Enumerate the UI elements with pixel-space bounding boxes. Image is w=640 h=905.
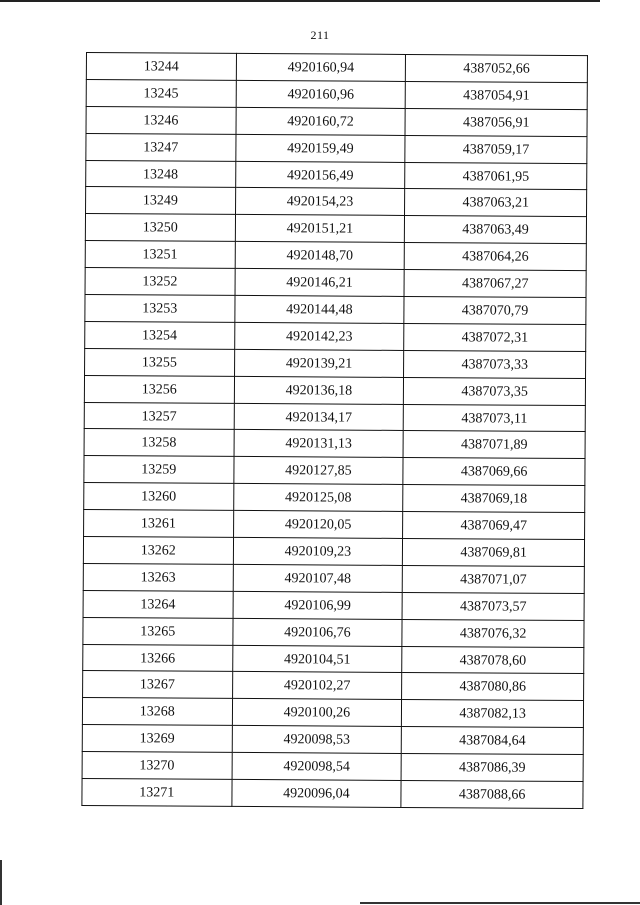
point-number-cell: 13267	[83, 671, 233, 699]
y-coordinate-cell: 4387080,86	[402, 673, 584, 701]
table-row	[83, 644, 584, 674]
point-number-cell: 13250	[85, 214, 235, 242]
x-coordinate-cell: 4920107,48	[233, 564, 403, 592]
table-row	[83, 671, 584, 701]
x-coordinate-cell: 4920098,53	[232, 726, 402, 754]
y-coordinate-cell: 4387082,13	[402, 700, 584, 728]
point-number-cell: 13266	[83, 644, 233, 672]
y-coordinate-cell: 4387059,17	[405, 135, 587, 163]
y-coordinate-cell: 4387086,39	[401, 754, 583, 782]
coordinates-table	[81, 52, 588, 809]
point-number-cell: 13254	[85, 321, 235, 349]
x-coordinate-cell: 4920146,21	[235, 269, 405, 297]
x-coordinate-cell: 4920148,70	[235, 242, 405, 270]
point-number-cell: 13260	[84, 483, 234, 511]
y-coordinate-cell: 4387078,60	[402, 646, 584, 674]
point-number-cell: 13248	[86, 160, 236, 188]
point-number-cell: 13252	[85, 268, 235, 296]
table-row	[85, 241, 586, 271]
x-coordinate-cell: 4920125,08	[233, 484, 403, 512]
point-number-cell: 13261	[84, 510, 234, 538]
point-number-cell: 13270	[82, 752, 232, 780]
scan-edge-left	[0, 860, 2, 905]
table-row	[84, 429, 585, 459]
x-coordinate-cell: 4920120,05	[233, 511, 403, 539]
table-row	[86, 187, 587, 217]
table-row	[85, 321, 586, 351]
x-coordinate-cell: 4920106,76	[233, 618, 403, 646]
y-coordinate-cell: 4387084,64	[402, 727, 584, 755]
point-number-cell: 13253	[85, 295, 235, 323]
table-row	[83, 563, 584, 593]
y-coordinate-cell: 4387054,91	[405, 81, 587, 109]
table-row	[86, 79, 587, 109]
y-coordinate-cell: 4387056,91	[405, 108, 587, 136]
x-coordinate-cell: 4920160,72	[236, 107, 406, 135]
table-row	[83, 537, 584, 567]
x-coordinate-cell: 4920134,17	[234, 403, 404, 431]
y-coordinate-cell: 4387067,27	[404, 270, 586, 298]
x-coordinate-cell: 4920159,49	[235, 134, 405, 162]
y-coordinate-cell: 4387070,79	[404, 296, 586, 324]
point-number-cell: 13264	[83, 590, 233, 618]
x-coordinate-cell: 4920154,23	[235, 188, 405, 216]
y-coordinate-cell: 4387063,49	[405, 216, 587, 244]
y-coordinate-cell: 4387069,47	[403, 512, 585, 540]
point-number-cell: 13246	[86, 106, 236, 134]
table-row	[84, 456, 585, 486]
point-number-cell: 13255	[85, 348, 235, 376]
table-row	[84, 483, 585, 513]
point-number-cell: 13249	[86, 187, 236, 215]
x-coordinate-cell: 4920160,96	[236, 80, 406, 108]
point-number-cell: 13268	[82, 698, 232, 726]
table-row	[83, 590, 584, 620]
table-row	[82, 698, 583, 728]
scan-edge-bottom	[360, 902, 640, 904]
y-coordinate-cell: 4387061,95	[405, 162, 587, 190]
y-coordinate-cell: 4387088,66	[401, 780, 583, 808]
y-coordinate-cell: 4387071,07	[403, 565, 585, 593]
point-number-cell: 13263	[83, 563, 233, 591]
table-row	[84, 375, 585, 405]
point-number-cell: 13245	[86, 79, 236, 107]
y-coordinate-cell: 4387073,35	[404, 377, 586, 405]
x-coordinate-cell: 4920104,51	[232, 645, 402, 673]
point-number-cell: 13265	[83, 617, 233, 645]
page-number: 211	[310, 28, 330, 42]
y-coordinate-cell: 4387073,11	[404, 404, 586, 432]
y-coordinate-cell: 4387073,33	[404, 350, 586, 378]
table-row	[85, 268, 586, 298]
table-row	[86, 53, 587, 83]
x-coordinate-cell: 4920160,94	[236, 53, 406, 81]
coordinates-table-body	[82, 53, 588, 809]
x-coordinate-cell: 4920096,04	[232, 779, 402, 807]
point-number-cell: 13256	[84, 375, 234, 403]
table-row	[85, 214, 586, 244]
table-row	[84, 402, 585, 432]
y-coordinate-cell: 4387072,31	[404, 323, 586, 351]
x-coordinate-cell: 4920102,27	[232, 672, 402, 700]
point-number-cell: 13247	[86, 133, 236, 161]
y-coordinate-cell: 4387052,66	[406, 54, 588, 82]
table-row	[86, 106, 587, 136]
x-coordinate-cell: 4920100,26	[232, 699, 402, 727]
point-number-cell: 13262	[83, 537, 233, 565]
x-coordinate-cell: 4920142,23	[234, 322, 404, 350]
point-number-cell: 13244	[86, 53, 236, 81]
table-row	[82, 752, 583, 782]
x-coordinate-cell: 4920139,21	[234, 349, 404, 377]
y-coordinate-cell: 4387073,57	[402, 592, 584, 620]
table-row	[85, 295, 586, 325]
table-row	[82, 725, 583, 755]
y-coordinate-cell: 4387069,81	[403, 538, 585, 566]
x-coordinate-cell: 4920098,54	[232, 753, 402, 781]
table-row	[82, 779, 583, 809]
point-number-cell: 13258	[84, 429, 234, 457]
y-coordinate-cell: 4387069,66	[403, 458, 585, 486]
table-row	[86, 160, 587, 190]
y-coordinate-cell: 4387076,32	[402, 619, 584, 647]
x-coordinate-cell: 4920144,48	[234, 295, 404, 323]
x-coordinate-cell: 4920131,13	[234, 430, 404, 458]
x-coordinate-cell: 4920156,49	[235, 161, 405, 189]
scan-edge-top	[0, 0, 600, 2]
y-coordinate-cell: 4387063,21	[405, 189, 587, 217]
y-coordinate-cell: 4387069,18	[403, 485, 585, 513]
table-row	[86, 133, 587, 163]
x-coordinate-cell: 4920109,23	[233, 537, 403, 565]
point-number-cell: 13271	[82, 779, 232, 807]
point-number-cell: 13259	[84, 456, 234, 484]
table-row	[83, 617, 584, 647]
point-number-cell: 13257	[84, 402, 234, 430]
x-coordinate-cell: 4920106,99	[233, 591, 403, 619]
x-coordinate-cell: 4920136,18	[234, 376, 404, 404]
table-row	[84, 510, 585, 540]
y-coordinate-cell: 4387071,89	[403, 431, 585, 459]
point-number-cell: 13251	[85, 241, 235, 269]
table-row	[85, 348, 586, 378]
x-coordinate-cell: 4920127,85	[234, 457, 404, 485]
x-coordinate-cell: 4920151,21	[235, 215, 405, 243]
point-number-cell: 13269	[82, 725, 232, 753]
y-coordinate-cell: 4387064,26	[405, 243, 587, 271]
